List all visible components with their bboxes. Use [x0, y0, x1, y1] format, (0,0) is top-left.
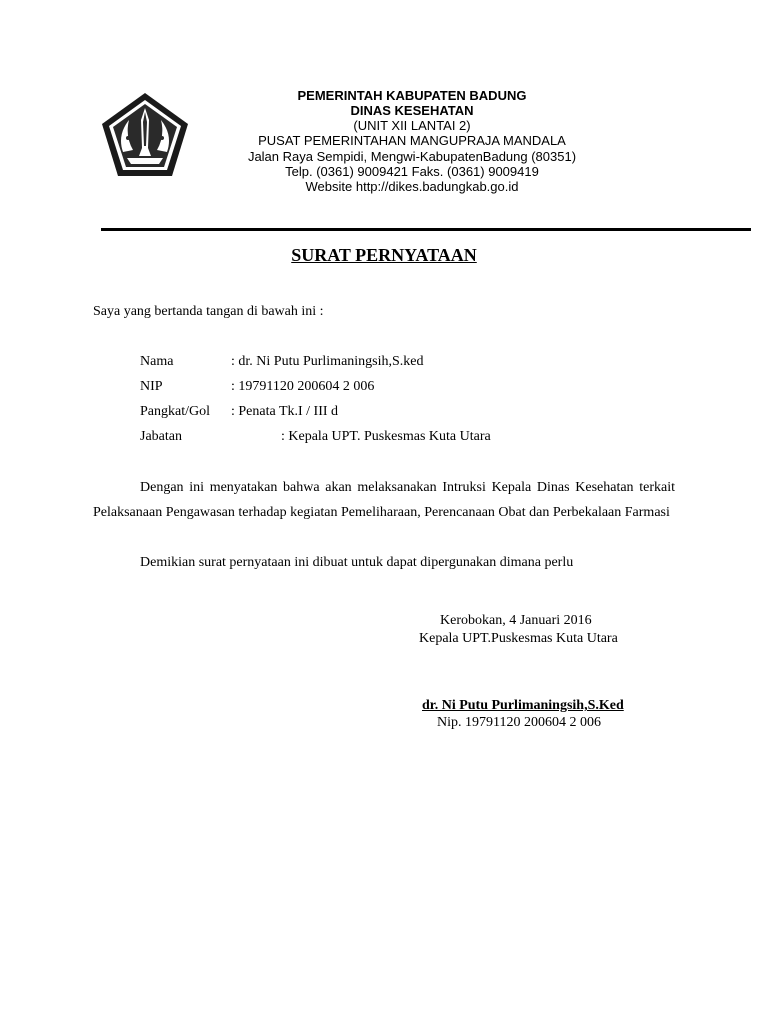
letterhead-website: Website http://dikes.badungkab.go.id: [305, 179, 519, 194]
signature-place-date: Kerobokan, 4 Januari 2016: [440, 613, 592, 628]
signature-nip: Nip. 19791120 200604 2 006: [437, 715, 601, 730]
field-value-pangkat: : Penata Tk.I / III d: [231, 404, 339, 419]
letterhead-department: DINAS KESEHATAN: [350, 103, 474, 118]
letterhead-address: Jalan Raya Sempidi, Mengwi-KabupatenBadung (80351): [247, 149, 577, 164]
field-value-nip: : 19791120 200604 2 006: [231, 379, 375, 394]
letterhead-center: PUSAT PEMERINTAHAN MANGUPRAJA MANDALA: [258, 133, 566, 148]
signature-name: dr. Ni Putu Purlimaningsih,S.Ked: [422, 698, 624, 713]
field-label-nip: NIP: [140, 379, 163, 394]
statement-paragraph: Dengan ini menyatakan bahwa akan melaksanakan Intruksi Kepala Dinas Kesehatan terkait Pelaksanaan Pengawasan terhadap kegiatan Pemeliharaan, Perencanaan Obat dan Perbekalaan Farmasi: [93, 480, 675, 520]
intro-text: Saya yang bertanda tangan di bawah ini :: [93, 304, 324, 319]
signature-position: Kepala UPT.Puskesmas Kuta Utara: [419, 631, 618, 646]
letterhead-government: PEMERINTAH KABUPATEN BADUNG: [297, 88, 527, 103]
letterhead-divider: [101, 228, 751, 231]
document-title: SURAT PERNYATAAN: [291, 245, 477, 265]
field-label-pangkat: Pangkat/Gol: [140, 404, 210, 419]
letterhead-unit: (UNIT XII LANTAI 2): [353, 118, 471, 133]
field-value-jabatan: : Kepala UPT. Puskesmas Kuta Utara: [281, 429, 491, 444]
field-label-jabatan: Jabatan: [140, 429, 182, 444]
field-value-nama: : dr. Ni Putu Purlimaningsih,S.ked: [231, 354, 424, 369]
letterhead-phone: Telp. (0361) 9009421 Faks. (0361) 9009419: [285, 164, 539, 179]
closing-paragraph: Demikian surat pernyataan ini dibuat untuk dapat dipergunakan dimana perlu: [140, 555, 574, 570]
badung-regency-emblem-icon: [99, 90, 191, 182]
field-label-nama: Nama: [140, 354, 174, 369]
